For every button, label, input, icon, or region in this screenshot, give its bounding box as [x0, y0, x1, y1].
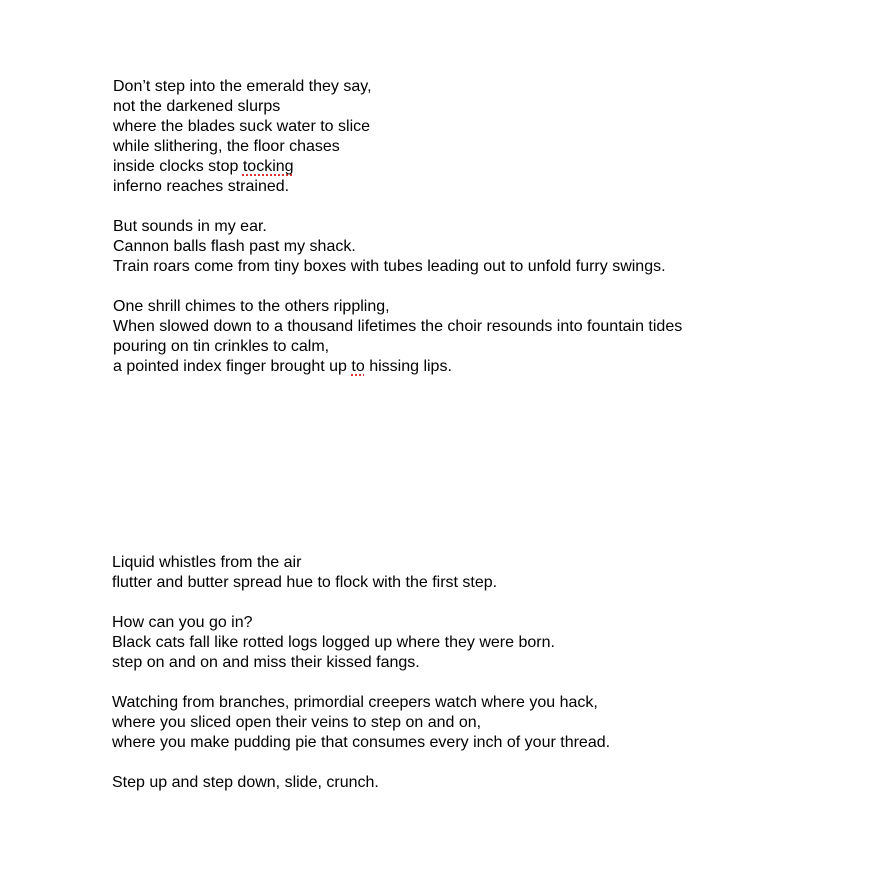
poem-line: Liquid whistles from the air — [112, 554, 302, 571]
poem-line: Don’t step into the emerald they say, — [113, 78, 372, 95]
poem-line: Step up and step down, slide, crunch. — [112, 774, 379, 791]
stanza-break — [113, 277, 682, 297]
poem-line — [113, 357, 682, 377]
poem-line: flutter and butter spread hue to flock with the first step. — [112, 574, 498, 591]
stanza-break — [112, 753, 610, 773]
spellcheck-flagged-word[interactable]: to — [351, 358, 365, 375]
poem-line: Train roars come from tiny boxes with tubes leading out to unfold furry swings. — [113, 258, 666, 275]
poem-line: Black cats fall like rotted logs logged up where they were born. — [112, 634, 555, 651]
poem-line — [113, 157, 682, 177]
poem-part-one — [113, 77, 682, 377]
poem-line: How can you go in? — [112, 614, 253, 631]
stanza-break — [113, 197, 682, 217]
poem-line: inferno reaches strained. — [113, 178, 290, 195]
poem-line-text: inside clocks stop — [113, 158, 243, 175]
poem-line: Cannon balls flash past my shack. — [113, 238, 356, 255]
poem-line: But sounds in my ear. — [113, 218, 267, 235]
poem-line: step on and on and miss their kissed fangs. — [112, 654, 420, 671]
poem-line: not the darkened slurps — [113, 98, 281, 115]
stanza-break — [112, 593, 610, 613]
poem-line-text: hissing lips. — [364, 358, 452, 375]
poem-line: When slowed down to a thousand lifetimes the choir resounds into fountain tides — [113, 318, 683, 335]
poem-line: where you sliced open their veins to step on and on, — [112, 714, 482, 731]
poem-line: where the blades suck water to slice — [113, 118, 371, 135]
poem-line: pouring on tin crinkles to calm, — [113, 338, 330, 355]
poem-line: One shrill chimes to the others rippling, — [113, 298, 390, 315]
poem-line: Watching from branches, primordial creepers watch where you hack, — [112, 694, 598, 711]
spellcheck-flagged-word[interactable]: tocking — [242, 158, 294, 175]
poem-part-two — [112, 553, 610, 793]
poem-line-text: a pointed index finger brought up — [113, 358, 352, 375]
stanza-break — [112, 673, 610, 693]
poem-line: where you make pudding pie that consumes every inch of your thread. — [112, 734, 611, 751]
poem-line: while slithering, the floor chases — [113, 138, 340, 155]
